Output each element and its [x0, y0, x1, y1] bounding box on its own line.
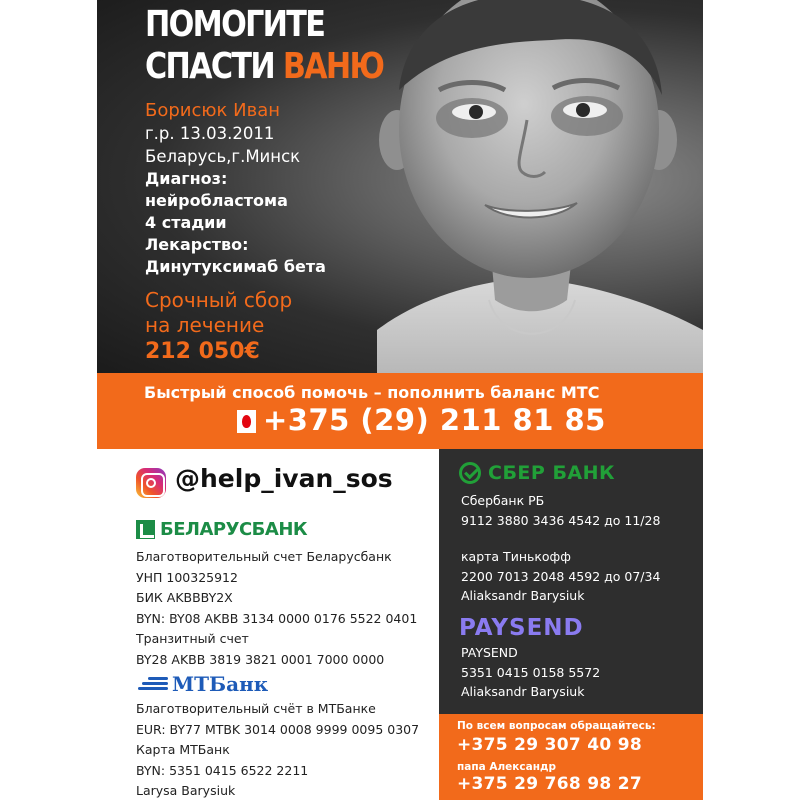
- paysend-details: [461, 643, 600, 702]
- sberbank-logo: [459, 462, 615, 484]
- tinkoff-line: 2200 7013 2048 4592 до 07/34: [461, 568, 661, 584]
- contact-phone-1[interactable]: +375 29 307 40 98: [457, 735, 642, 755]
- mts-text: Быстрый способ помочь – пополнить баланс МТС: [144, 383, 600, 402]
- sberbank-line: Сбербанк РБ: [461, 493, 545, 508]
- patient-location: Беларусь,г.Минск: [145, 147, 301, 166]
- sberbank-name: СБЕР БАНК: [488, 462, 616, 484]
- tinkoff-line: карта Тинькофф: [461, 549, 571, 564]
- paysend-line: Aliaksandr Barysiuk: [461, 684, 585, 699]
- patient-name: Борисюк Иван: [145, 100, 280, 121]
- headline: [145, 4, 383, 88]
- belarusbank-line: Транзитный счет: [136, 631, 249, 647]
- contact-box: [439, 714, 703, 800]
- headline-line2-accent: ВАНЮ: [282, 46, 384, 87]
- mts-phone[interactable]: +375 (29) 211 81 85: [263, 403, 606, 437]
- paysend-line: 5351 0415 0158 5572: [461, 664, 601, 680]
- right-panel: [439, 449, 703, 800]
- hero-section: [97, 0, 703, 373]
- mtbank-details: [136, 699, 419, 800]
- headline-line2-prefix: СПАСТИ: [145, 46, 274, 87]
- belarusbank-line: BY28 AKBB 3819 3821 0001 7000 0000: [136, 651, 385, 667]
- fundraising: [145, 288, 292, 365]
- medicine-name: Динутуксимаб бета: [145, 257, 326, 276]
- mtbank-line: EUR: BY77 MTBK 3014 0008 9999 0095 0307: [136, 721, 420, 737]
- belarusbank-line: БИК AKBBBY2X: [136, 590, 233, 606]
- sberbank-icon: [459, 462, 481, 484]
- paysend-logo: PAYSEND: [459, 615, 584, 641]
- tinkoff-line: Aliaksandr Barysiuk: [461, 588, 585, 603]
- mtbank-line: Благотворительный счёт в МТБанке: [136, 701, 376, 716]
- diagnosis-line2: 4 стадии: [145, 213, 227, 232]
- belarusbank-line: Благотворительный счет Беларусбанк: [136, 549, 392, 564]
- contact-father: папа Александр: [457, 761, 556, 773]
- belarusbank-line: УНП 100325912: [136, 569, 238, 585]
- diagnosis-label: Диагноз:: [145, 169, 228, 188]
- belarusbank-details: [136, 547, 417, 671]
- belarusbank-name: БЕЛАРУСБАНК: [160, 518, 308, 540]
- headline-line2: [145, 46, 383, 88]
- boy-photo: [377, 0, 703, 373]
- tinkoff-details: [461, 547, 660, 606]
- belarusbank-icon: [136, 520, 155, 539]
- mtbank-icon: [136, 674, 170, 694]
- belarusbank-logo: [136, 517, 307, 541]
- medicine-label: Лекарство:: [145, 235, 249, 254]
- poster: [97, 0, 703, 800]
- patient-born: г.р. 13.03.2011: [145, 124, 275, 143]
- left-panel: [97, 449, 439, 800]
- headline-line1: ПОМОГИТЕ: [145, 4, 325, 45]
- fund-amount: 212 050€: [145, 339, 260, 364]
- mts-band: [97, 373, 703, 449]
- sberbank-details: [461, 491, 660, 530]
- mtbank-line: Карта МТБанк: [136, 742, 230, 758]
- diagnosis-line1: нейробластома: [145, 191, 288, 210]
- patient-info: [145, 100, 326, 278]
- sberbank-line: 9112 3880 3436 4542 до 11/28: [461, 512, 661, 528]
- mts-egg-icon: [237, 410, 256, 433]
- contact-phone-2[interactable]: +375 29 768 98 27: [457, 774, 642, 794]
- fund-line1: Срочный сбор: [145, 288, 293, 312]
- mtbank-line: BYN: 5351 0415 6522 2211: [136, 762, 309, 778]
- mtbank-name: МТБанк: [172, 672, 269, 696]
- paysend-line: PAYSEND: [461, 645, 518, 660]
- contact-question: По всем вопросам обращайтесь:: [457, 720, 656, 732]
- instagram-icon: [136, 468, 166, 498]
- mtbank-line: Larysa Barysiuk: [136, 783, 236, 799]
- instagram-handle[interactable]: @help_ivan_sos: [175, 464, 393, 493]
- fund-line2: на лечение: [145, 313, 265, 337]
- belarusbank-line: BYN: BY08 AKBB 3134 0000 0176 5522 0401: [136, 610, 418, 626]
- mtbank-logo: [136, 671, 268, 697]
